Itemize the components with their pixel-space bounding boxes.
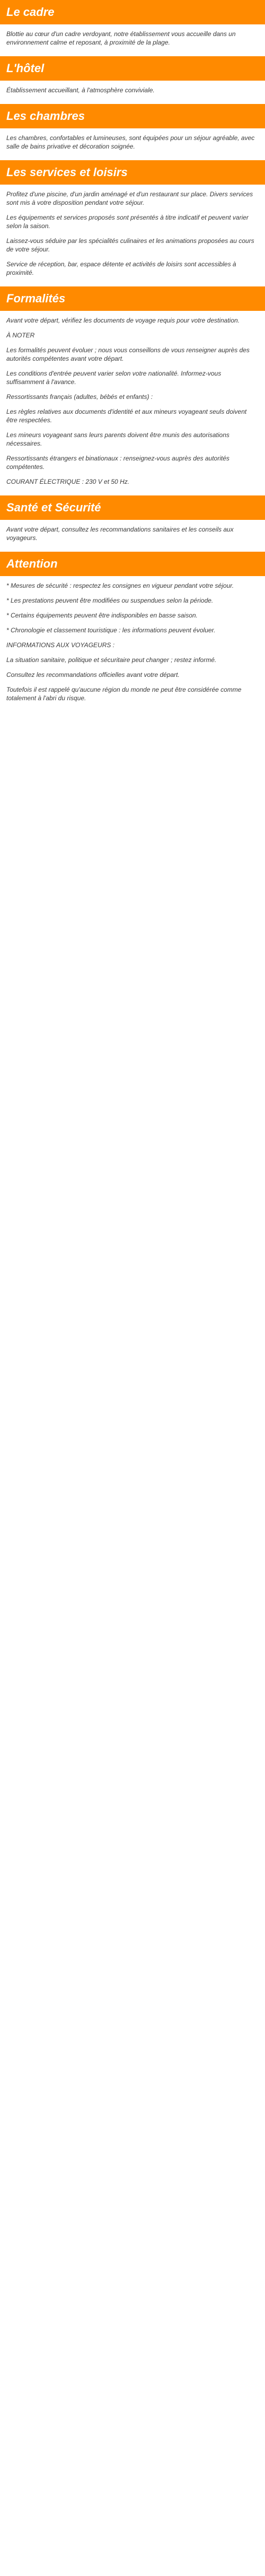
section-paragraph: Les formalités peuvent évoluer ; nous vous conseillons de vous renseigner auprès des autorités compétentes avant votre départ. <box>6 346 250 362</box>
page <box>0 0 265 712</box>
section-title: Les chambres <box>0 104 265 128</box>
section-body <box>0 520 265 552</box>
section-4 <box>0 286 265 495</box>
section-paragraph: Les règles relatives aux documents d'identité et aux mineurs voyageant seuls doivent être respectées. <box>6 408 247 424</box>
section-paragraph: * Certains équipements peuvent être indisponibles en basse saison. <box>6 612 198 619</box>
section-body <box>0 128 265 160</box>
section-paragraph: Établissement accueillant, à l'atmosphère conviviale. <box>6 86 155 94</box>
section-3 <box>0 160 265 286</box>
section-paragraph: À NOTER <box>6 332 35 339</box>
section-paragraph: Profitez d'une piscine, d'un jardin aménagé et d'un restaurant sur place. Divers services sont mis à votre disposition pendant votre séjour. <box>6 190 253 206</box>
section-paragraph: Ressortissants français (adultes, bébés et enfants) : <box>6 393 153 401</box>
section-paragraph: Les équipements et services proposés sont présentés à titre indicatif et peuvent varier selon la saison. <box>6 214 249 230</box>
section-paragraph: Consultez les recommandations officielles avant votre départ. <box>6 671 180 678</box>
section-paragraph: * Mesures de sécurité : respectez les consignes en vigueur pendant votre séjour. <box>6 582 234 589</box>
section-paragraph: Laissez-vous séduire par les spécialités culinaires et les animations proposées au cours de votre séjour. <box>6 237 254 253</box>
section-body <box>0 311 265 495</box>
section-paragraph: La situation sanitaire, politique et sécuritaire peut changer ; restez informé. <box>6 656 217 664</box>
section-body <box>0 24 265 56</box>
section-title: Attention <box>0 552 265 576</box>
section-paragraph: Avant votre départ, consultez les recommandations sanitaires et les conseils aux voyageurs. <box>6 526 234 542</box>
section-paragraph: Ressortissants étrangers et binationaux : renseignez-vous auprès des autorités compétentes. <box>6 455 229 471</box>
section-title: Santé et Sécurité <box>0 495 265 520</box>
section-paragraph: INFORMATIONS AUX VOYAGEURS : <box>6 641 115 649</box>
section-paragraph: Les chambres, confortables et lumineuses, sont équipées pour un séjour agréable, avec salle de bains privative et décoration soignée. <box>6 134 255 150</box>
section-6 <box>0 552 265 712</box>
section-body <box>0 81 265 104</box>
section-paragraph: Blottie au cœur d'un cadre verdoyant, notre établissement vous accueille dans un environnement calme et reposant, à proximité de la plage. <box>6 30 236 46</box>
section-paragraph: Service de réception, bar, espace détente et activités de loisirs sont accessibles à proximité. <box>6 260 236 276</box>
section-title: Les services et loisirs <box>0 160 265 185</box>
section-body <box>0 185 265 286</box>
section-title: L'hôtel <box>0 56 265 81</box>
section-2 <box>0 104 265 160</box>
section-5 <box>0 495 265 552</box>
section-paragraph: * Les prestations peuvent être modifiées ou suspendues selon la période. <box>6 597 214 604</box>
section-1 <box>0 56 265 104</box>
section-paragraph: Les conditions d'entrée peuvent varier selon votre nationalité. Informez-vous suffisamment à l'avance. <box>6 370 222 386</box>
section-title: Le cadre <box>0 0 265 24</box>
section-paragraph: Avant votre départ, vérifiez les documents de voyage requis pour votre destination. <box>6 317 240 324</box>
section-paragraph: Toutefois il est rappelé qu'aucune région du monde ne peut être considérée comme totalement à l'abri du risque. <box>6 686 242 702</box>
section-0 <box>0 0 265 56</box>
section-body <box>0 576 265 712</box>
section-title: Formalités <box>0 286 265 311</box>
section-paragraph: * Chronologie et classement touristique : les informations peuvent évoluer. <box>6 626 216 634</box>
section-paragraph: Les mineurs voyageant sans leurs parents doivent être munis des autorisations nécessaires. <box>6 431 229 447</box>
section-paragraph: COURANT ÉLECTRIQUE : 230 V et 50 Hz. <box>6 478 130 485</box>
